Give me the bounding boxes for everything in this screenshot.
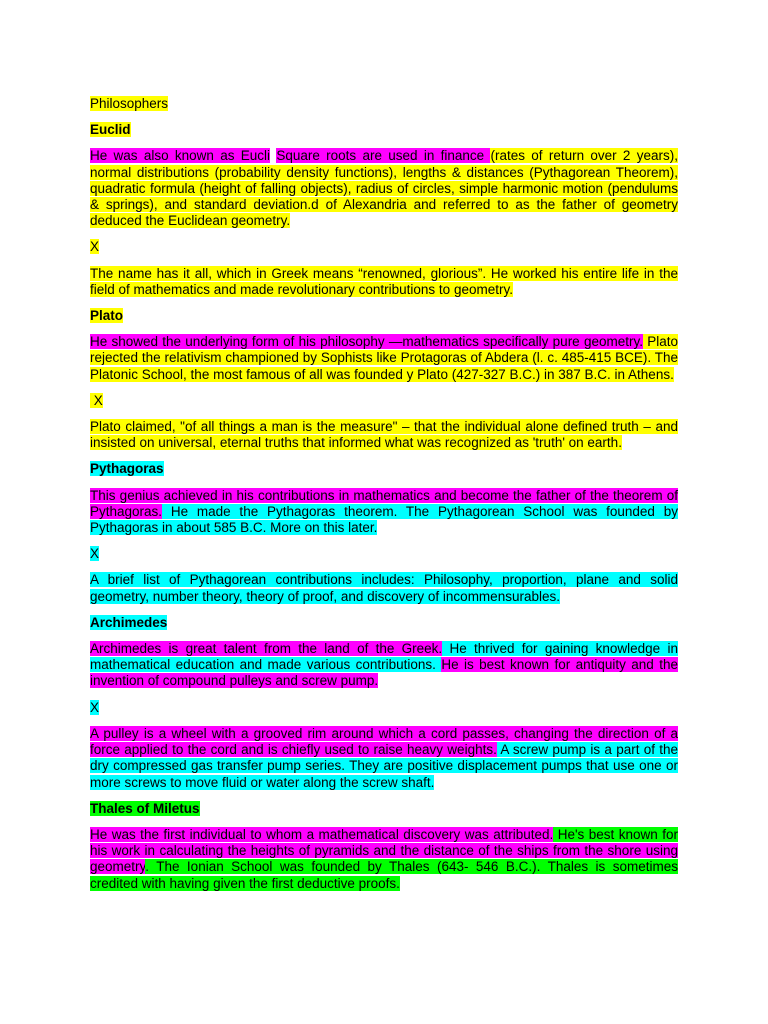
highlight-segment: He made the Pythagoras theorem. The Pythagorean School was founded by Pythagoras in about 585 B.C. More on this later. bbox=[90, 503, 678, 536]
paragraph-thales-intro bbox=[90, 827, 678, 892]
paragraph-plato-intro bbox=[90, 334, 678, 383]
highlight-segment: X bbox=[90, 392, 103, 408]
highlight-segment: Square roots are used in finance bbox=[276, 148, 491, 164]
highlight-segment: X bbox=[90, 546, 100, 562]
section-heading-archimedes bbox=[90, 615, 678, 631]
highlight-segment: He was the first individual to whom a mathematical discovery was attributed. bbox=[90, 826, 554, 842]
highlight-segment: Plato claimed, "of all things a man is the measure" – that the individual alone defined truth – and insisted on universal, eternal truths that informed what was recognized as 'truth' on earth. bbox=[90, 419, 678, 451]
highlight-segment: He showed the underlying form of his philosophy —mathematics specifically pure geometry. bbox=[90, 334, 643, 350]
highlight-segment: This genius achieved in his contributions in mathematics and become the father of the theorem of Pythagoras. bbox=[90, 487, 678, 519]
highlight-segment: his work in calculating the heights of pyramids and the distance of the ships from the shore using geometry bbox=[90, 843, 678, 875]
paragraph-pythagoras-list bbox=[90, 572, 678, 604]
heading-text: Thales of Miletus bbox=[90, 800, 200, 816]
paragraph-euclid-intro bbox=[90, 148, 678, 229]
highlight-segment: X bbox=[90, 239, 100, 255]
highlight-segment: A brief list of Pythagorean contributions includes: Philosophy, proportion, plane and solid geometry, number theory, theory of proof, and discovery of incommensurables. bbox=[90, 572, 678, 604]
paragraph-archimedes-pulley bbox=[90, 726, 678, 791]
document-page bbox=[90, 96, 678, 902]
separator-x bbox=[90, 239, 678, 255]
document-title bbox=[90, 96, 678, 112]
section-heading-thales bbox=[90, 801, 678, 817]
highlight-segment: Plato rejected the relativism championed by Sophists like Protagoras of Abdera (l. c. 485-415 BCE). The Platonic School, the most famous of all was founded y Plato (427-327 B.C.) in 387 B.C. in Athens. bbox=[90, 334, 678, 382]
heading-text: Archimedes bbox=[90, 614, 168, 630]
separator-x bbox=[90, 700, 678, 716]
heading-text: Euclid bbox=[90, 122, 131, 138]
highlight-segment: He thrived for gaining knowledge in mathematical education and made various contributions. bbox=[90, 641, 678, 673]
document-title-text: Philosophers bbox=[90, 96, 169, 111]
highlight-segment: (rates of return over 2 years), normal distributions (probability density functions), lengths & distances (Pythagorean Theorem), quadratic formula (height of falling objects), radius of circles, simple harmonic motion (pendulums & springs), and standard deviation.d of Alexandria and referred to as the father of geometry deduced the Euclidean geometry. bbox=[90, 148, 678, 229]
highlight-segment: X bbox=[90, 699, 100, 715]
highlight-segment: Archimedes is great talent from the land of the Greek. bbox=[90, 641, 443, 657]
section-heading-pythagoras bbox=[90, 461, 678, 477]
highlight-segment: A pulley is a wheel with a grooved rim around which a cord passes, changing the direction of a force applied to the cord and is chiefly used to raise heavy weights. bbox=[90, 725, 678, 758]
paragraph-euclid-name bbox=[90, 266, 678, 298]
heading-text: Plato bbox=[90, 308, 124, 324]
section-heading-euclid bbox=[90, 122, 678, 138]
highlight-segment: He's best known for bbox=[553, 826, 678, 842]
highlight-segment: He is best known for antiquity and the invention of compound pulleys and screw pump. bbox=[90, 657, 678, 689]
section-heading-plato bbox=[90, 308, 678, 324]
highlight-segment: A screw pump is a part of the dry compressed gas transfer pump series. They are positive displacement pumps that use one or more screws to move fluid or water along the screw shaft. bbox=[90, 742, 679, 790]
separator-x bbox=[90, 393, 678, 409]
paragraph-plato-claim bbox=[90, 419, 678, 451]
highlight-segment: . The Ionian School was founded by Thales (643- 546 B.C.). Thales is sometimes credited with having given the first deductive proofs. bbox=[90, 859, 678, 891]
heading-text: Pythagoras bbox=[90, 461, 164, 477]
paragraph-archimedes-intro bbox=[90, 641, 678, 690]
paragraph-pythagoras-intro bbox=[90, 488, 678, 537]
separator-x bbox=[90, 546, 678, 562]
highlight-segment: He was also known as Eucli bbox=[90, 148, 271, 164]
highlight-segment: The name has it all, which in Greek means “renowned, glorious”. He worked his entire life in the field of mathematics and made revolutionary contributions to geometry. bbox=[90, 265, 678, 297]
